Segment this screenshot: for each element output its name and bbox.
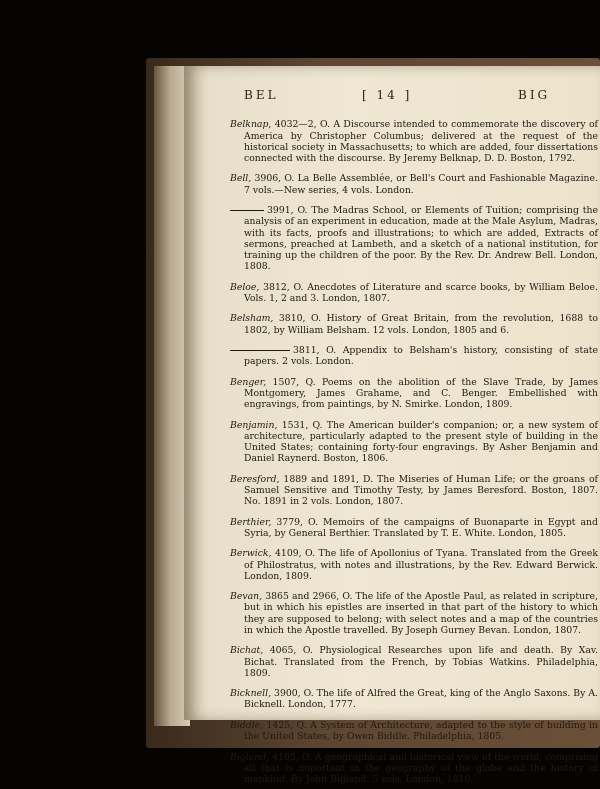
entry-author: Bevan, — [230, 591, 263, 603]
entry-author: Bicknell, — [230, 688, 272, 700]
entry-text: 3812, O. Anecdotes of Literature and scarce books, by William Beloe. Vols. 1, 2 and 3. London, 1807. — [244, 281, 598, 304]
entry-text: 3906, O. La Belle Assemblée, or Bell's Court and Fashionable Magazine. 7 vols.—New series, 4 vols. London. — [244, 173, 598, 196]
running-head-right: BIG — [518, 88, 551, 102]
entry-author: Berwick, — [230, 548, 272, 560]
entry-text: 4032—2, O. A Discourse intended to commemorate the discovery of America by Christopher Columbus; delivered at the request of the historical society in Massachusetts; to which are added, four dissertations connected with the discourse. By Jeremy Belknap, D. D. Boston, 1792. — [244, 119, 598, 164]
entry-author: Bichat, — [230, 645, 264, 657]
catalog-entry — [230, 720, 598, 742]
entry-author: Belsham, — [230, 313, 274, 325]
catalog-entry — [230, 474, 598, 508]
entry-text: 3810, O. History of Great Britain, from the revolution, 1688 to 1802, by William Belsham. 12 vols. London, 1805 and 6. — [244, 313, 598, 336]
catalog-entry — [230, 517, 598, 539]
catalog-entry — [230, 548, 598, 582]
entry-text: 4065, O. Physiological Researches upon life and death. By Xav. Bichat. Translated from the French, by Tobias Watkins. Philadelphia, 1809. — [244, 645, 598, 679]
entry-text: 1425, Q. A System of Architecture, adapted to the style of building in the United States, by Owen Biddle. Philadelphia, 1805. — [244, 719, 598, 743]
book-page — [184, 66, 600, 786]
ditto-rule — [230, 350, 290, 351]
entry-text: 3811, O. Appendix to Belsham's history, consisting of state papers. 2 vols. London. — [244, 345, 598, 368]
entry-text: 3865 and 2966, O. The life of the Apostle Paul, as related in scripture, but in which his epistles are inserted in that part of the history to which they are supposed to belong; with select notes and a map of the countries in which the Apostle travelled. By Joseph Gurney Bevan. London, 1807. — [244, 591, 598, 636]
entry-text: 4105, O. A geographical and historical view of the world, comprising all that is important in the geography of the globe and the history of mankind. By John Bigland. 5 vols. London, 1810. — [244, 751, 598, 786]
catalog-entry — [230, 420, 598, 465]
entry-author: Beresford, — [230, 473, 280, 485]
catalog-entry — [230, 205, 598, 272]
entry-text: 1507, Q. Poems on the abolition of the Slave Trade, by James Montgomery, James Grahame, and C. Benger. Embellished with engravings, from paintings, by N. Smirke. London, 1809. — [244, 376, 598, 411]
catalog-entry — [230, 282, 598, 304]
catalog-entries — [230, 110, 598, 789]
entry-author: Biddle, — [230, 719, 264, 731]
entry-author: Benjamin, — [230, 419, 278, 431]
entry-author: Belknap, — [230, 119, 272, 131]
catalog-entry — [230, 345, 598, 367]
entry-text: 3991, O. The Madras School, or Elements of Tuition; comprising the analysis of an experiment in education, made at the Male Asylum, Madras, with its facts, proofs and illustrations; to which are added, Extracts of sermons, preached at Lambeth, and a sketch of a national institution, for training up the children of the poor. By the Rev. Dr. Andrew Bell. London, 1808. — [244, 205, 598, 273]
catalog-entry — [230, 645, 598, 679]
catalog-entry — [230, 591, 598, 636]
entry-text: 4109, O. The life of Apollonius of Tyana. Translated from the Greek of Philostratus, with notes and illustrations, by the Rev. Edward Berwick. London, 1809. — [244, 548, 598, 582]
catalog-entry — [230, 173, 598, 195]
catalog-entry — [230, 377, 598, 411]
entry-author: Bell, — [230, 173, 252, 185]
ditto-rule — [230, 210, 264, 211]
running-head-left: BEL — [244, 88, 279, 102]
catalog-entry — [230, 313, 598, 335]
entry-text: 1531, Q. The American builder's companion; or, a new system of architecture, particularly adapted to the present style of building in the United States; containing forty-four engravings. By Asher Benjamin and Daniel Raynerd. Boston, 1806. — [244, 419, 598, 465]
entry-text: 1889 and 1891, D. The Miseries of Human Life; or the groans of Samuel Sensitive and Timothy Testy, by James Beresford. Boston, 1807. No. 1891 in 2 vols. London, 1807. — [244, 473, 598, 508]
catalog-entry — [230, 688, 598, 710]
entry-author: Berthier, — [230, 516, 272, 528]
catalog-entry — [230, 752, 598, 786]
entry-text: 3900, O. The life of Alfred the Great, king of the Anglo Saxons. By A. Bicknell. London, 1777. — [244, 688, 598, 711]
entry-author: Benger, — [230, 376, 267, 388]
catalog-entry — [230, 119, 598, 164]
page-number: [ 14 ] — [362, 88, 413, 102]
entry-author: Beloe, — [230, 281, 260, 293]
entry-author: Bigland, — [230, 751, 270, 763]
entry-text: 3779, O. Memoirs of the campaigns of Buonaparte in Egypt and Syria, by General Berthier. Translated by T. E. White. London, 1805. — [244, 516, 598, 539]
